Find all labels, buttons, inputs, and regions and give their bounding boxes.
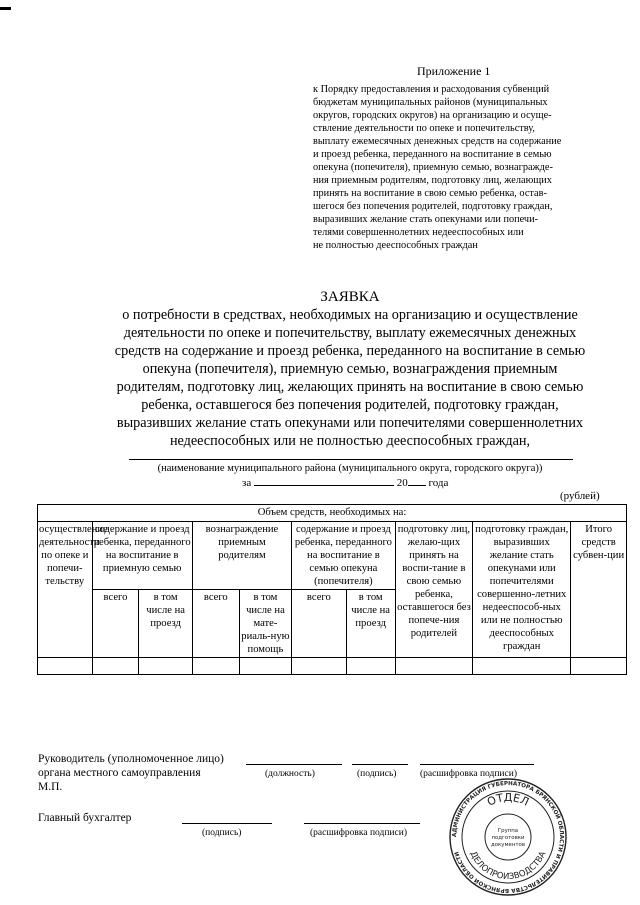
col-adult-guardian-training: подготовку граждан, выразивших желание стать опекунами или попечителями совершенно-летних недееспособ-ных или не полностью дееспособных граждан	[473, 522, 571, 658]
appendix-line: к Порядку предоставления и расходования субвенций	[313, 84, 550, 95]
accountant-signature-caption: (подпись)	[202, 828, 242, 838]
appendix-line: выплату ежемесячных денежных средств на содержание	[313, 136, 562, 147]
table-cell[interactable]	[239, 658, 291, 675]
period-prefix: за	[242, 477, 252, 489]
appendix-line: выразивших желание стать опекунами или попечи-	[313, 214, 539, 225]
stamp-center-line: подготовки	[491, 835, 525, 841]
accountant-decoding-field[interactable]	[304, 823, 420, 824]
position-caption: (должность)	[265, 769, 315, 779]
appendix-line: шегося без попечения родителей, подготовку граждан,	[313, 201, 553, 212]
table-cell[interactable]	[139, 658, 192, 675]
sub-col-total: всего	[92, 590, 139, 658]
sub-col-travel: в том числе на проезд	[139, 590, 192, 658]
accountant-decoding-caption: (расшифровка подписи)	[310, 828, 407, 838]
col-total-subvention: Итого средств субвен-ции	[571, 522, 627, 658]
table-cell[interactable]	[395, 658, 472, 675]
appendix-line: опекуна (попечителя), приемную семью, вознагражде-	[313, 162, 553, 173]
col-foster-parents-reward: вознаграждение приемным родителям	[192, 522, 291, 590]
appendix-line: не полностью дееспособных граждан	[313, 240, 478, 251]
table-cell[interactable]	[192, 658, 239, 675]
purpose-line: о потребности в средствах, необходимых на организацию и осуществление	[122, 307, 578, 323]
stamp-arc-top: ОТДЕЛ	[485, 790, 531, 809]
table-cell[interactable]	[92, 658, 139, 675]
head-title-line2: органа местного самоуправления	[38, 767, 201, 779]
accountant-signature-field[interactable]	[182, 823, 272, 824]
period-year-prefix: 20	[396, 477, 408, 489]
appendix-line: ния приемным родителям, подготовку лиц, желающих	[313, 175, 552, 186]
chief-accountant-label: Главный бухгалтер	[38, 812, 132, 824]
head-decoding-field[interactable]	[420, 764, 534, 765]
appendix-line: и проезд ребенка, переданного на воспитание в семью	[313, 149, 552, 160]
period-line	[242, 476, 448, 490]
signature-block	[38, 752, 224, 794]
municipality-name-caption: (наименование муниципального района (муниципального округа, городского округа))	[157, 463, 543, 474]
appendix-line: округов, городских округов) на организацию и осуще-	[313, 110, 552, 121]
purpose-line: недееспособных или не полностью дееспособных граждан,	[169, 433, 531, 449]
table-cell[interactable]	[292, 658, 347, 675]
units-label: (рублей)	[560, 490, 600, 502]
appendix-line: ствление деятельности по опеке и попечительству,	[313, 123, 535, 134]
head-title-line1: Руководитель (уполномоченное лицо)	[38, 753, 224, 765]
appendix-line: принять на воспитание в свою семью ребенка, остав-	[313, 188, 547, 199]
table-cell[interactable]	[473, 658, 571, 675]
sub-col-total: всего	[292, 590, 347, 658]
purpose-line: опекуна (попечителя), приемную семью, вознаграждения приемным	[142, 361, 558, 377]
table-cell[interactable]	[346, 658, 395, 675]
appendix-line: телями совершеннолетних недееспособных или	[313, 227, 524, 238]
stamp-arc-bottom: ДЕЛОПРОИЗВОДСТВА	[467, 849, 549, 883]
head-signature-field[interactable]	[352, 764, 408, 765]
col-guardianship: осуществление деятельности по опеке и попечи-тельству	[38, 522, 93, 658]
table-row	[38, 658, 627, 675]
document-title: ЗАЯВКА	[320, 289, 380, 305]
stamp-center-line: Группа	[497, 828, 519, 834]
table-cell[interactable]	[571, 658, 627, 675]
sub-col-travel: в том числе на проезд	[346, 590, 395, 658]
document-purpose	[60, 306, 640, 450]
head-position-field[interactable]	[246, 764, 342, 765]
appendix-block	[313, 64, 605, 252]
table-cell[interactable]	[38, 658, 93, 675]
funding-needs-table	[37, 504, 627, 675]
sub-col-total: всего	[192, 590, 239, 658]
period-blank-field[interactable]	[254, 476, 394, 486]
appendix-line: бюджетам муниципальных районов (муниципальных	[313, 97, 548, 108]
purpose-line: выразивших желание стать опекунами или попечителями совершеннолетних	[116, 415, 584, 431]
appendix-title: Приложение 1	[417, 64, 491, 78]
signature-caption: (подпись)	[357, 769, 397, 779]
col-candidate-training: подготовку лиц, желаю-щих принять на воспи-тание в свою семью ребенка, оставшегося без попече-ния родителей	[395, 522, 472, 658]
official-stamp	[448, 777, 568, 897]
seal-place-label: М.П.	[38, 781, 63, 793]
purpose-line: деятельности по опеке и попечительству, выплату ежемесячных денежных	[123, 325, 577, 341]
scan-corner-mark	[0, 7, 11, 10]
purpose-line: средств на содержание и проезд ребенка, переданного на воспитание в семью	[114, 343, 586, 359]
table-group-header: Объем средств, необходимых на:	[38, 505, 627, 522]
purpose-line: родителям, подготовку лиц, желающих принять на воспитание в свою семью	[116, 379, 584, 395]
sub-col-material-aid: в том числе на мате-риаль-ную помощь	[239, 590, 291, 658]
purpose-line: ребенка, оставшегося без попечения родителей, подготовку граждан,	[141, 397, 559, 413]
col-guardian-family-upkeep: содержание и проезд ребенка, переданного на воспитание в семью опекуна (попечителя)	[292, 522, 396, 590]
stamp-ring-text: АДМИНИСТРАЦИЯ ГУБЕРНАТОРА БРЯНСКОЙ ОБЛАСТИ И ПРАВИТЕЛЬСТВА БРЯНСКОЙ ОБЛАСТИ	[451, 780, 565, 894]
decoding-caption: (расшифровка подписи)	[420, 769, 517, 779]
period-suffix: года	[428, 477, 449, 489]
stamp-center-line: документов	[491, 842, 525, 848]
col-foster-family-upkeep: содержание и проезд ребенка, переданного на воспитание в приемную семью	[92, 522, 192, 590]
municipality-name-field[interactable]	[129, 459, 573, 460]
period-year-field[interactable]	[408, 476, 426, 486]
